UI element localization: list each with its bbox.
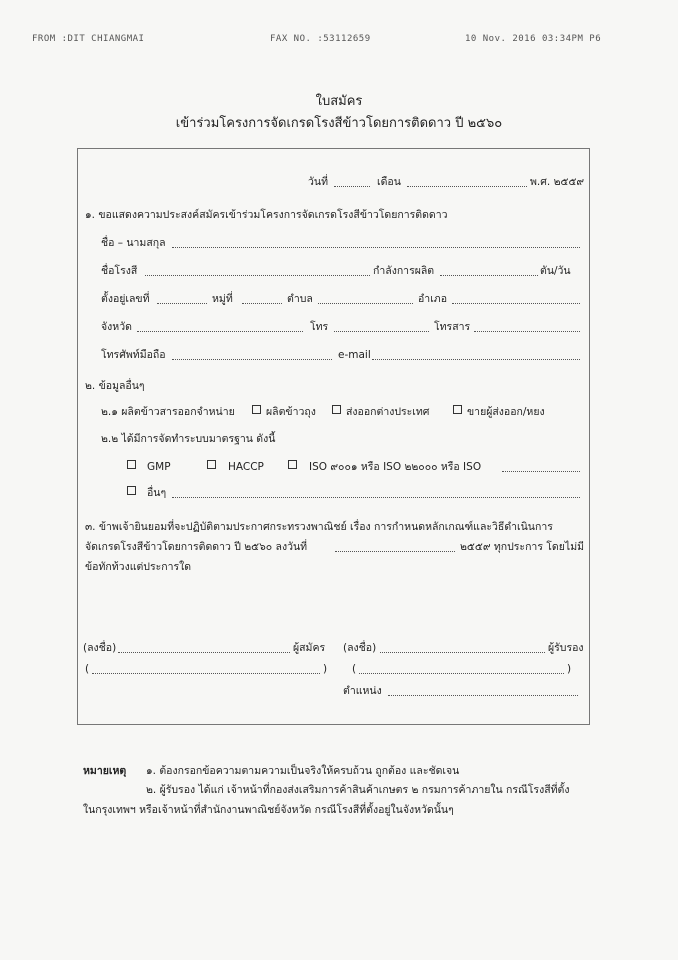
iso-other-field[interactable] — [502, 471, 580, 472]
standard-haccp: HACCP — [228, 461, 264, 473]
checkbox-haccp[interactable] — [207, 460, 216, 469]
checkbox-sell-exporter[interactable] — [453, 405, 462, 414]
section3-line1: ๓. ข้าพเจ้ายินยอมที่จะปฏิบัติตามประกาศกระทรวงพาณิชย์ เรื่อง การกำหนดหลักเกณฑ์และวิธีดำเนินการ — [85, 521, 553, 533]
option-bagged-rice: ผลิตข้าวถุง — [266, 406, 316, 418]
moo-label: หมู่ที่ — [212, 293, 233, 305]
option-export: ส่งออกต่างประเทศ — [346, 406, 430, 418]
option-sell-exporter: ขายผู้ส่งออก/หยง — [467, 406, 545, 418]
note-1: ๑. ต้องกรอกข้อความตามความเป็นจริงให้ครบถ้วน ถูกต้อง และชัดเจน — [146, 765, 460, 777]
checkbox-other[interactable] — [127, 486, 136, 495]
applicant-sign-field[interactable] — [118, 652, 290, 653]
capacity-field[interactable] — [440, 275, 538, 276]
checkbox-export[interactable] — [332, 405, 341, 414]
position-label: ตำแหน่ง — [343, 685, 382, 697]
section3-line2b: ๒๕๕๙ ทุกประการ โดยไม่มี — [460, 541, 585, 553]
fax-label: โทรสาร — [434, 321, 471, 333]
email-field[interactable] — [372, 359, 580, 360]
applicant-sign-label: (ลงชื่อ) — [83, 642, 117, 654]
date-day-label: วันที่ — [308, 176, 328, 188]
tambon-label: ตำบล — [287, 293, 313, 305]
applicant-paren-close: ) — [323, 663, 328, 675]
fax-number: FAX NO. :53112659 — [270, 34, 371, 44]
mobile-field[interactable] — [172, 359, 332, 360]
name-field[interactable] — [172, 247, 580, 248]
fax-field[interactable] — [474, 331, 580, 332]
capacity-unit: ตัน/วัน — [540, 265, 571, 277]
q22-label: ๒.๒ ได้มีการจัดทำระบบมาตรฐาน ดังนี้ — [101, 433, 276, 445]
date-year-label: พ.ศ. ๒๕๕๙ — [530, 176, 585, 188]
form-subtitle: เข้าร่วมโครงการจัดเกรดโรงสีข้าวโดยการติดดาว ปี ๒๕๖๐ — [175, 116, 503, 131]
other-label: อื่นๆ — [147, 487, 167, 499]
capacity-label: กำลังการผลิต — [373, 265, 435, 277]
mobile-label: โทรศัพท์มือถือ — [101, 349, 166, 361]
tambon-field[interactable] — [318, 303, 413, 304]
note-2b: ในกรุงเทพฯ หรือเจ้าหน้าที่สำนักงานพาณิชย์จังหวัด กรณีโรงสีที่ตั้งอยู่ในจังหวัดนั้นๆ — [83, 804, 454, 816]
certifier-sign-field[interactable] — [380, 652, 545, 653]
applicant-paren-open: ( — [85, 663, 90, 675]
name-label: ชื่อ – นามสกุล — [101, 237, 166, 249]
moo-field[interactable] — [242, 303, 282, 304]
email-label: e-mail — [338, 349, 371, 361]
section3-line3: ข้อทักท้วงแต่ประการใด — [85, 561, 192, 573]
section3-date-field[interactable] — [335, 551, 455, 552]
amphoe-field[interactable] — [452, 303, 580, 304]
section1-heading: ๑. ขอแสดงความประสงค์สมัครเข้าร่วมโครงการจัดเกรดโรงสีข้าวโดยการติดดาว — [85, 209, 448, 221]
checkbox-gmp[interactable] — [127, 460, 136, 469]
amphoe-label: อำเภอ — [418, 293, 448, 305]
notes-label: หมายเหตุ — [83, 765, 127, 777]
form-title: ใบสมัคร — [315, 94, 363, 109]
certifier-sign-label: (ลงชื่อ) — [343, 642, 377, 654]
date-month-label: เดือน — [377, 176, 401, 188]
checkbox-bagged-rice[interactable] — [252, 405, 261, 414]
province-field[interactable] — [137, 331, 303, 332]
tel-field[interactable] — [334, 331, 429, 332]
note-2a: ๒. ผู้รับรอง ได้แก่ เจ้าหน้าที่กองส่งเสริมการค้าสินค้าเกษตร ๒ กรมการค้าภายใน กรณีโรงสีที่ตั้ง — [146, 784, 570, 796]
standard-iso: ISO ๙๐๐๑ หรือ ISO ๒๒๐๐๐ หรือ ISO — [309, 461, 482, 473]
province-label: จังหวัด — [101, 321, 132, 333]
address-no-field[interactable] — [157, 303, 207, 304]
certifier-label: ผู้รับรอง — [548, 642, 584, 654]
mill-name-field[interactable] — [145, 275, 370, 276]
applicant-name-field[interactable] — [92, 673, 320, 674]
certifier-name-field[interactable] — [359, 673, 564, 674]
date-day-field[interactable] — [334, 186, 370, 187]
fax-date: 10 Nov. 2016 03:34PM P6 — [465, 34, 602, 44]
address-no-label: ตั้งอยู่เลขที่ — [101, 293, 150, 305]
standard-gmp: GMP — [147, 461, 171, 473]
checkbox-iso[interactable] — [288, 460, 297, 469]
fax-from: FROM :DIT CHIANGMAI — [32, 34, 145, 44]
other-field[interactable] — [172, 497, 580, 498]
applicant-label: ผู้สมัคร — [293, 642, 326, 654]
tel-label: โทร — [310, 321, 329, 333]
certifier-paren-open: ( — [352, 663, 357, 675]
certifier-paren-close: ) — [567, 663, 572, 675]
position-field[interactable] — [388, 695, 578, 696]
section2-heading: ๒. ข้อมูลอื่นๆ — [85, 380, 145, 392]
mill-name-label: ชื่อโรงสี — [101, 265, 138, 277]
q21-label: ๒.๑ ผลิตข้าวสารออกจำหน่าย — [101, 406, 235, 418]
date-month-field[interactable] — [407, 186, 527, 187]
section3-line2a: จัดเกรดโรงสีข้าวโดยการติดดาว ปี ๒๕๖๐ ลงวันที่ — [85, 541, 308, 553]
